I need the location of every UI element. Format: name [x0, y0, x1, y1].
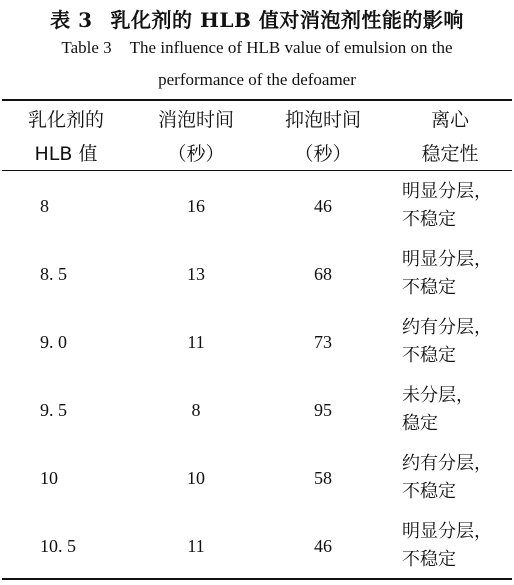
cell-defoam-time: 13: [187, 263, 205, 284]
cell-stability-line1: 明显分层，: [402, 521, 492, 542]
cell-defoam-time: 10: [187, 467, 205, 488]
table-header-rule: [2, 170, 512, 171]
cell-stability-line1: 约有分层，: [402, 317, 492, 338]
cell-suppress-time: 58: [314, 467, 332, 488]
cell-suppress-time: 95: [314, 399, 332, 420]
cell-suppress-time: 46: [314, 535, 332, 556]
header-suppress-time: [260, 106, 386, 168]
header-hlb: [0, 106, 132, 168]
cell-hlb: 8. 5: [40, 263, 67, 284]
table-caption-cn: [0, 4, 514, 33]
cell-hlb: 10: [40, 467, 58, 488]
table-top-rule: [2, 99, 512, 101]
cell-stability-line2: 稳定: [402, 413, 438, 434]
cell-stability-line2: 不稳定: [402, 345, 456, 366]
table-row: [0, 240, 514, 308]
cell-stability-line1: 未分层，: [402, 385, 474, 406]
cell-suppress-time: 46: [314, 195, 332, 216]
table-number-en: Table 3: [61, 38, 112, 57]
table-row: [0, 172, 514, 240]
cell-suppress-time: 73: [314, 331, 332, 352]
cell-suppress-time: 68: [314, 263, 332, 284]
cell-stability: [402, 240, 514, 308]
cell-defoam-time: 11: [187, 535, 205, 556]
cell-hlb: 9. 5: [40, 399, 67, 420]
header-stability-line2: 稳定性: [421, 143, 479, 165]
table-title-en-line2: performance of the defoamer: [158, 70, 356, 89]
cell-stability: [402, 444, 514, 512]
cell-stability-line2: 不稳定: [402, 277, 456, 298]
cell-stability-line2: 不稳定: [402, 481, 456, 502]
cell-stability-line2: 不稳定: [402, 209, 456, 230]
header-suppress-line2: （秒）: [294, 143, 352, 165]
header-suppress-line1: 抑泡时间: [284, 109, 361, 131]
cell-stability: [402, 512, 514, 580]
header-stability: [386, 106, 514, 168]
header-defoam-time: [132, 106, 260, 168]
header-hlb-line2: HLB 值: [34, 143, 98, 165]
cell-stability-line1: 明显分层，: [402, 249, 492, 270]
cell-defoam-time: 16: [187, 195, 205, 216]
table-row: [0, 444, 514, 512]
cell-defoam-time: 8: [191, 399, 201, 420]
header-defoam-line1: 消泡时间: [157, 109, 234, 131]
cell-defoam-time: 11: [187, 331, 205, 352]
cell-hlb: 9. 0: [40, 331, 67, 352]
cell-stability-line1: 约有分层，: [402, 453, 492, 474]
table-title-en-line1: The influence of HLB value of emulsion on the: [129, 38, 453, 57]
table-caption-en: [0, 38, 514, 58]
cell-hlb: 10. 5: [40, 535, 76, 556]
table-title-cn: 乳化剂的 HLB 值对消泡剂性能的影响: [110, 8, 464, 32]
cell-stability: [402, 172, 514, 240]
table-row: [0, 512, 514, 580]
cell-stability-line1: 明显分层，: [402, 181, 492, 202]
cell-hlb: 8: [40, 195, 49, 216]
table-number-cn: 表 3: [50, 8, 93, 32]
cell-stability: [402, 376, 514, 444]
header-defoam-line2: （秒）: [167, 143, 225, 165]
cell-stability-line2: 不稳定: [402, 549, 456, 570]
table-bottom-rule: [2, 578, 512, 580]
header-stability-line1: 离心: [430, 109, 469, 131]
header-hlb-line1: 乳化剂的: [27, 109, 104, 131]
cell-stability: [402, 308, 514, 376]
table-row: [0, 308, 514, 376]
table-row: [0, 376, 514, 444]
